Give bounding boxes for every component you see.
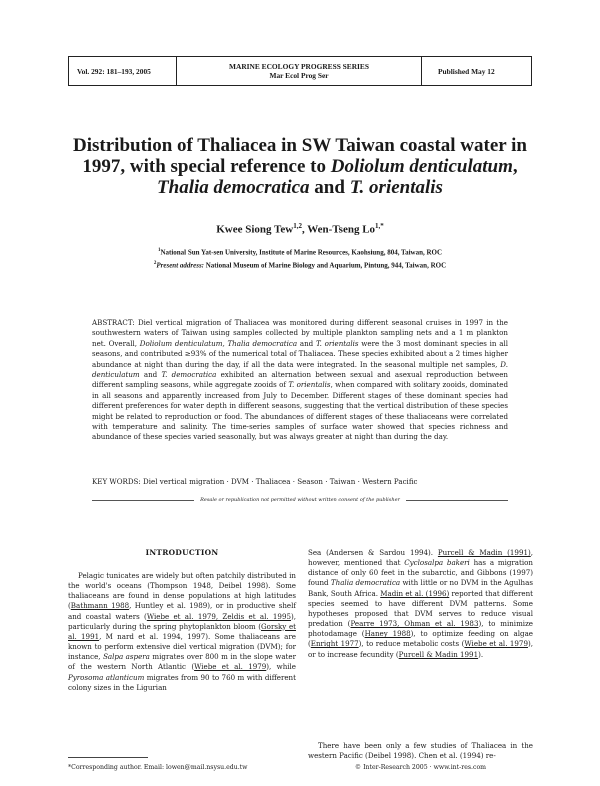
title-text: Distribution of Thaliacea in SW Taiwan coastal water in 1997, with special reference to (73, 135, 527, 177)
species-name: Cyclosalpa bakeri (404, 558, 470, 568)
affiliation-2 (70, 259, 530, 270)
body-text: reported that different species seemed to have different DVM patterns. Some hypotheses proposed that DVM serves to reduce visual predation ( (308, 588, 533, 629)
abstract-species: T. orientalis (315, 338, 359, 348)
publication-date (421, 57, 531, 85)
author-1-affil: 1,2 (293, 222, 302, 230)
affiliation-1-mark: 1 (157, 248, 161, 253)
body-text: , however, mentioned that (308, 548, 534, 568)
abstract (92, 318, 508, 443)
abstract-species: T. orientalis (288, 380, 331, 390)
citation-link[interactable]: Bathmann 1988 (70, 601, 130, 611)
journal-name (177, 57, 421, 85)
published-text: Published May 12 (438, 66, 495, 76)
abstract-species: T. democratica (161, 370, 217, 380)
body-text: ), to optimize feeding on algae ( (308, 629, 534, 649)
citation-link[interactable]: Wiebe et al. 1979 (464, 639, 528, 649)
corresponding-author-footnote: *Corresponding author. Email: lowen@mail.nsysu.edu.tw (68, 764, 248, 771)
abstract-text: , when compared with solitary zooids, dominated in all seasons and apparently increased from July to December. Different stages of these dominant species had different preferences for water depth in different seasons, suggesting that the vertical distribution of these species might be related to reproduction or food. The abundances of different stages of these thaliaceans were correlated with temperature and salinity. The time-series samples of surface water showed that species richness and abundance of these species varied seasonally, but was always greater at night than during the day. (92, 380, 508, 442)
citation-link[interactable]: Gorsky et al. 1991 (68, 621, 296, 641)
body-text: , M nard et al. 1994, 1997). Some thaliaceans are known to perform extensive diel vertical migration (DVM); for instance, (68, 631, 296, 662)
author-2: Wen-Tseng Lo (307, 223, 376, 236)
abstract-text: and (139, 370, 162, 380)
body-text: ). (478, 649, 484, 659)
body-text: Pelagic tunicates are widely but often patchily distributed in the world's oceans (Thompson 1948, Deibel 1998). Some thaliaceans are found in dense populations at high latitudes ( (68, 571, 296, 611)
affiliation-2-mark: 2 (153, 261, 157, 266)
copyright-notice: © Inter-Research 2005 · www.int-res.com (354, 764, 487, 771)
species-name: Thalia democratica (330, 578, 401, 588)
abstract-text: were the 3 most dominant species in all seasons, and contributed ≥93% of the numerical total of Thaliacea. These species exhibited about a 2 times higher abundance at night than during the day, if all the data were integrated. In the seasonal multiple net samples, (92, 338, 508, 369)
body-text: migrates from 90 to 760 m with different colony sizes in the Ligurian (68, 672, 296, 692)
affiliation-1-text: National Sun Yat-sen University, Institute of Marine Resources, Kaohsiung, 804, Taiwan, ROC (160, 248, 443, 257)
body-text: ), or to increase fecundity ( (308, 639, 533, 659)
abstract-species: D. denticulatum (92, 359, 508, 380)
divider-right (406, 500, 508, 501)
citation-link[interactable]: Purcell & Madin (1991) (437, 548, 531, 557)
title-species-1: Doliolum denticulatum (330, 156, 513, 177)
citation-link[interactable]: Purcell & Madin 1991 (398, 649, 479, 659)
author-1: Kwee Siong Tew (216, 223, 294, 236)
body-text: Sea (Andersen & Sardou 1994). (308, 548, 438, 557)
left-column-text (68, 571, 296, 693)
article-title (70, 135, 530, 198)
footnote-divider (68, 757, 148, 758)
journal-header (68, 56, 532, 86)
title-sep: , (512, 156, 518, 177)
abstract-text: ABSTRACT: Diel vertical migration of Thaliacea was monitored during different seasonal cruises in 1997 in the southwestern waters of Taiwan using samples collected by multiple plankton sampling nets and a 1 m plankton net. Overall, (92, 318, 508, 348)
volume-info (69, 57, 177, 85)
title-and: and (309, 177, 350, 198)
journal-title: MARINE ECOLOGY PROGRESS SERIES (229, 62, 369, 71)
citation-link[interactable]: Enright 1977 (310, 639, 359, 649)
author-list (70, 222, 530, 236)
citation-link[interactable]: Haney 1988 (364, 629, 411, 639)
volume-text: Vol. 292: 181–193, 2005 (77, 66, 151, 76)
affiliation-2-text: National Museum of Marine Biology and Aquarium, Pintung, 944, Taiwan, ROC (204, 261, 447, 270)
section-heading-introduction: INTRODUCTION (145, 548, 219, 557)
body-text: ), to minimize photodamage ( (308, 619, 534, 639)
affiliation-1 (70, 246, 530, 257)
body-text: has a migration distance of only 60 feet in the subarctic, and Gibbons (1997) found (308, 558, 533, 588)
body-text: , Huntley et al. 1989), or in productive shelf and coastal waters ( (68, 601, 296, 621)
citation-link[interactable]: Pearre 1973, Ohman et al. 1983 (350, 619, 479, 629)
body-text: migrates over 800 m in the slope water of the western North Atlantic ( (68, 652, 296, 672)
title-species-3: T. orientalis (349, 177, 443, 198)
citation-link[interactable]: Madin et al. (1996) (380, 588, 450, 598)
republication-text: Resale or republication not permitted without written consent of the publisher (200, 497, 400, 503)
republication-notice (92, 494, 508, 506)
present-address-label: Present address: (156, 261, 204, 270)
body-text: ), particularly during the spring phytoplankton bloom ( (68, 611, 297, 631)
body-text: ), to reduce metabolic costs ( (358, 639, 465, 649)
body-text: ), while (266, 662, 296, 672)
species-name: Pyrosoma atlanticum (68, 672, 145, 682)
citation-link[interactable]: Wiebe et al. 1979, Zeldis et al. 1995 (146, 611, 291, 621)
author-2-affil: 1,* (375, 222, 384, 230)
abstract-text: and (297, 338, 316, 348)
title-species-2: Thalia democratica (157, 177, 310, 198)
body-text: with little or no DVM in the Agulhas Bank, South Africa. (308, 578, 533, 598)
right-column-text (308, 548, 533, 660)
journal-abbrev: Mar Ecol Prog Ser (269, 71, 329, 80)
abstract-text: exhibited an alternation between sexual and asexual reproduction between different sampling seasons, while aggregate zooids of (92, 370, 508, 390)
keywords: KEY WORDS: Diel vertical migration · DVM · Thaliacea · Season · Taiwan · Western Pacific (92, 477, 418, 486)
author-sep: , (301, 223, 308, 236)
divider-left (92, 500, 194, 501)
right-column-paragraph-2: There have been only a few studies of Thaliacea in the western Pacific (Deibel 1998). Chen et al. (1994) re- (308, 741, 533, 761)
abstract-species: Doliolum denticulatum, Thalia democratica (139, 338, 298, 348)
species-name: Salpa aspera (103, 652, 150, 662)
citation-link[interactable]: Wiebe et al. 1979 (194, 662, 267, 672)
